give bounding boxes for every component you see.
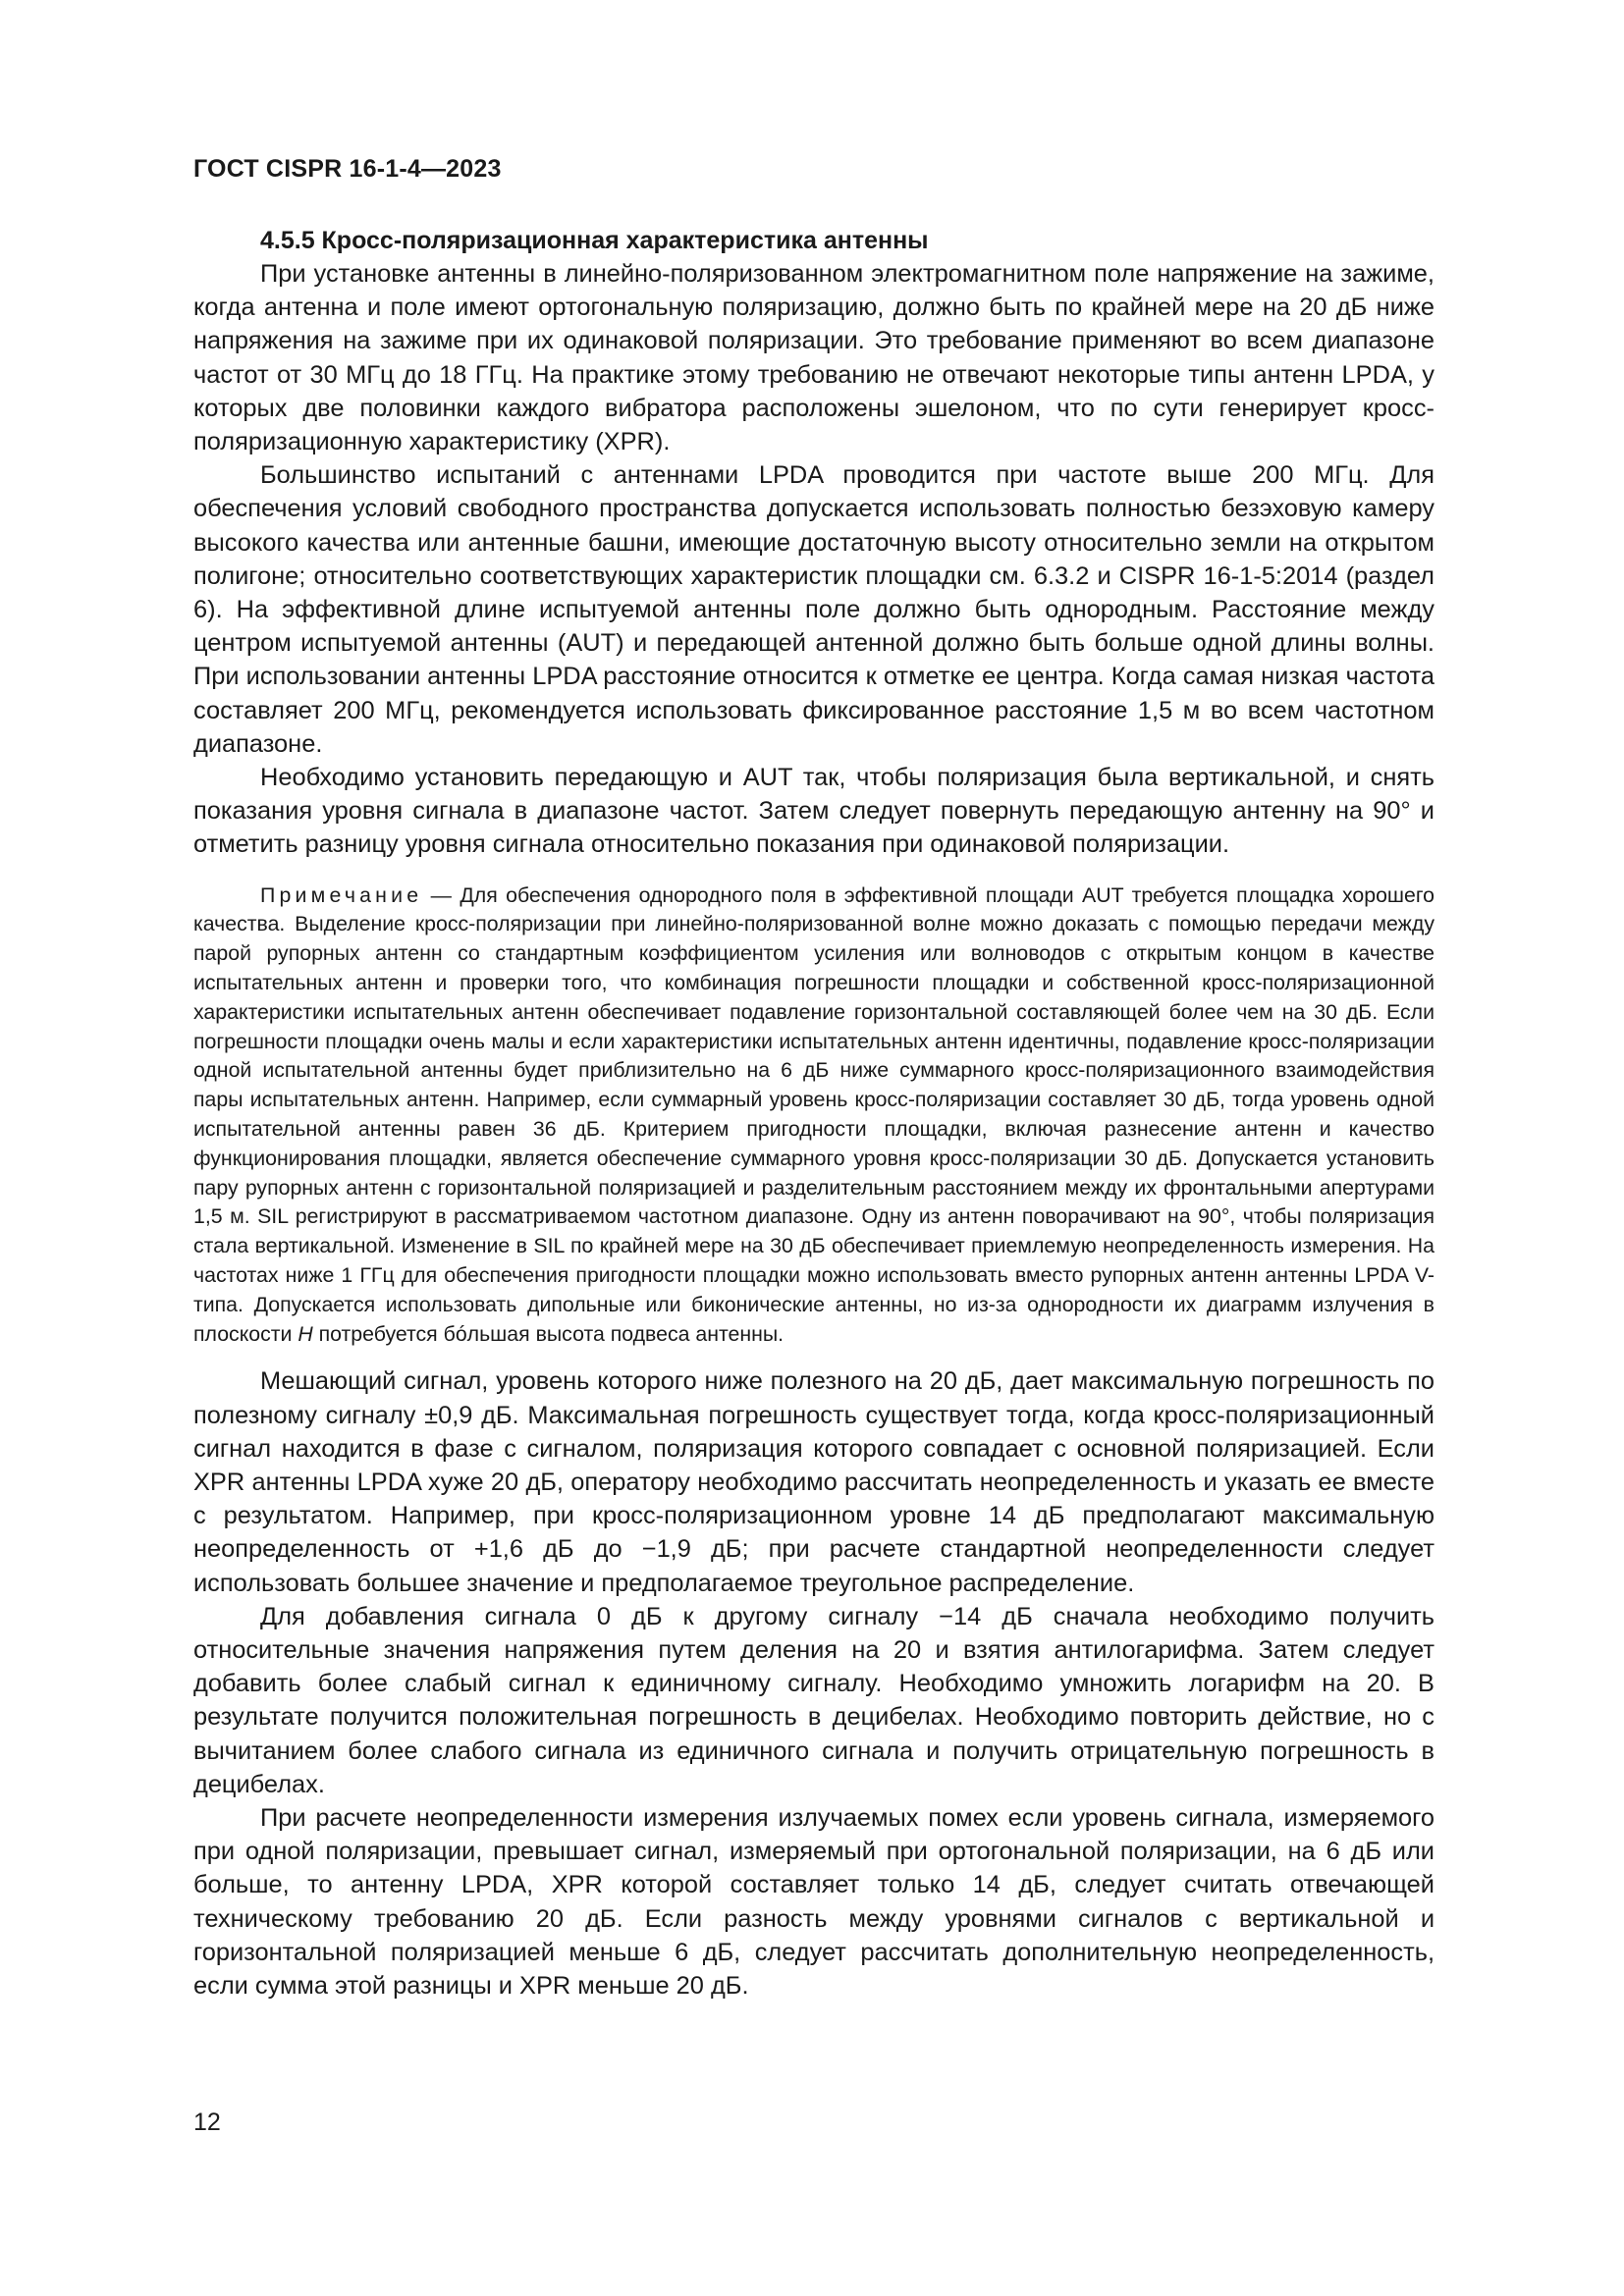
note bbox=[193, 881, 1435, 1350]
paragraph-6: При расчете неопределенности измерения излучаемых помех если уровень сигнала, измеряемого при одной поляризации, превышает сигнал, измеряемый при ортогональной поляризации, на 6 дБ или больше, то антенну LPDA, XPR которой составляет только 14 дБ, следует считать отвечающей техническому требованию 20 дБ. Если разность между уровнями сигналов с вертикальной и горизонтальной поляризацией меньше 6 дБ, следует рассчитать дополнительную неопределенность, если сумма этой разницы и XPR меньше 20 дБ. bbox=[193, 1804, 1435, 2001]
section-title: 4.5.5 Кросс-поляризационная характеристика антенны bbox=[260, 227, 929, 254]
note-text-end: потребуется бóльшая высота подвеса антенны. bbox=[312, 1321, 785, 1346]
note-label: Примечание bbox=[260, 882, 423, 907]
note-text: — Для обеспечения однородного поля в эффективной площади AUT требуется площадка хорошего качества. Выделение кросс-поляризации при линейно-поляризованной волне можно доказать с помощью передачи между парой рупорных антенн со стандартным коэффициентом усиления или волноводов с открытым концом в качестве испытательных антенн и проверки того, что комбинация погрешности площадки и собственной кросс-поляризационной характеристики испытательных антенн обеспечивает подавление горизонтальной составляющей более чем на 30 дБ. Если погрешности площадки очень малы и если характеристики испытательных антенн идентичны, подавление кросс-поляризации одной испытательной антенны будет приблизительно на 6 дБ ниже суммарного кросс-поляризационного взаимодействия пары испытательных антенн. Например, если суммарный уровень кросс-поляризации составляет 30 дБ, тогда уровень одной испытательной антенны равен 36 дБ. Критерием пригодности площадки, включая разнесение антенн и качество функционирования площадки, является обеспечение суммарного уровня кросс-поляризации 30 дБ. Допускается установить пару рупорных антенн с горизонтальной поляризацией и разделительным расстоянием между их фронтальными апертурами 1,5 м. SIL регистрируют в рассматриваемом частотном диапазоне. Одну из антенн поворачивают на 90°, чтобы поляризация стала вертикальной. Изменение в SIL по крайней мере на 30 дБ обеспечивает приемлемую неопределенность измерения. На частотах ниже 1 ГГц для обеспечения пригодности площадки можно использовать вместо рупорных антенн антенны LPDA V-типа. Допускается использовать дипольные или биконические антенны, но из-за однородности их диаграмм излучения в плоскости bbox=[193, 882, 1435, 1346]
paragraph-1: При установке антенны в линейно-поляризованном электромагнитном поле напряжение на зажиме, когда антенна и поле имеют ортогональную поляризацию, должно быть по крайней мере на 20 дБ ниже напряжения на зажиме при их одинаковой поляризации. Это требование применяют во всем диапазоне частот от 30 МГц до 18 ГГц. На практике этому требованию не отвечают некоторые типы антенн LPDA, у которых две половинки каждого вибратора расположены эшелоном, что по сути генерирует кросс-поляризационную характеристику (XPR). bbox=[193, 260, 1435, 456]
document-body bbox=[193, 224, 1435, 2002]
paragraph-3: Необходимо установить передающую и AUT так, чтобы поляризация была вертикальной, и снять показания уровня сигнала в диапазоне частот. Затем следует повернуть передающую антенну на 90° и отметить разницу уровня сигнала относительно показания при одинаковой поляризации. bbox=[193, 764, 1435, 859]
document-header: ГОСТ CISPR 16-1-4—2023 bbox=[193, 155, 502, 183]
page-number: 12 bbox=[193, 2109, 221, 2136]
note-italic-symbol: H bbox=[298, 1321, 313, 1346]
paragraph-4: Мешающий сигнал, уровень которого ниже полезного на 20 дБ, дает максимальную погрешность по полезному сигналу ±0,9 дБ. Максимальная погрешность существует тогда, когда кросс-поляризационный сигнал находится в фазе с сигналом, поляризация которого совпадает с основной поляризацией. Если XPR антенны LPDA хуже 20 дБ, оператору необходимо рассчитать неопределенность и указать ее вместе с результатом. Например, при кросс-поляризационном уровне 14 дБ предполагают максимальную неопределенность от +1,6 дБ до −1,9 дБ; при расчете стандартной неопределенности следует использовать большее значение и предполагаемое треугольное распределение. bbox=[193, 1367, 1435, 1597]
paragraph-5: Для добавления сигнала 0 дБ к другому сигналу −14 дБ сначала необходимо получить относительные значения напряжения путем деления на 20 и взятия антилогарифма. Затем следует добавить более слабый сигнал к единичному сигналу. Необходимо умножить логарифм на 20. В результате получится положительная погрешность в децибелах. Необходимо повторить действие, но с вычитанием более слабого сигнала из единичного сигнала и получить отрицательную погрешность в децибелах. bbox=[193, 1602, 1435, 1798]
paragraph-2: Большинство испытаний с антеннами LPDA проводится при частоте выше 200 МГц. Для обеспечения условий свободного пространства допускается использовать полностью безэховую камеру высокого качества или антенные башни, имеющие достаточную высоту относительно земли на открытом полигоне; относительно соответствующих характеристик площадки см. 6.3.2 и CISPR 16-1-5:2014 (раздел 6). На эффективной длине испытуемой антенны поле должно быть однородным. Расстояние между центром испытуемой антенны (AUT) и передающей антенной должно быть больше одной длины волны. При использовании антенны LPDA расстояние относится к отметке ее центра. Когда самая низкая частота составляет 200 МГц, рекомендуется использовать фиксированное расстояние 1,5 м во всем частотном диапазоне. bbox=[193, 461, 1435, 758]
